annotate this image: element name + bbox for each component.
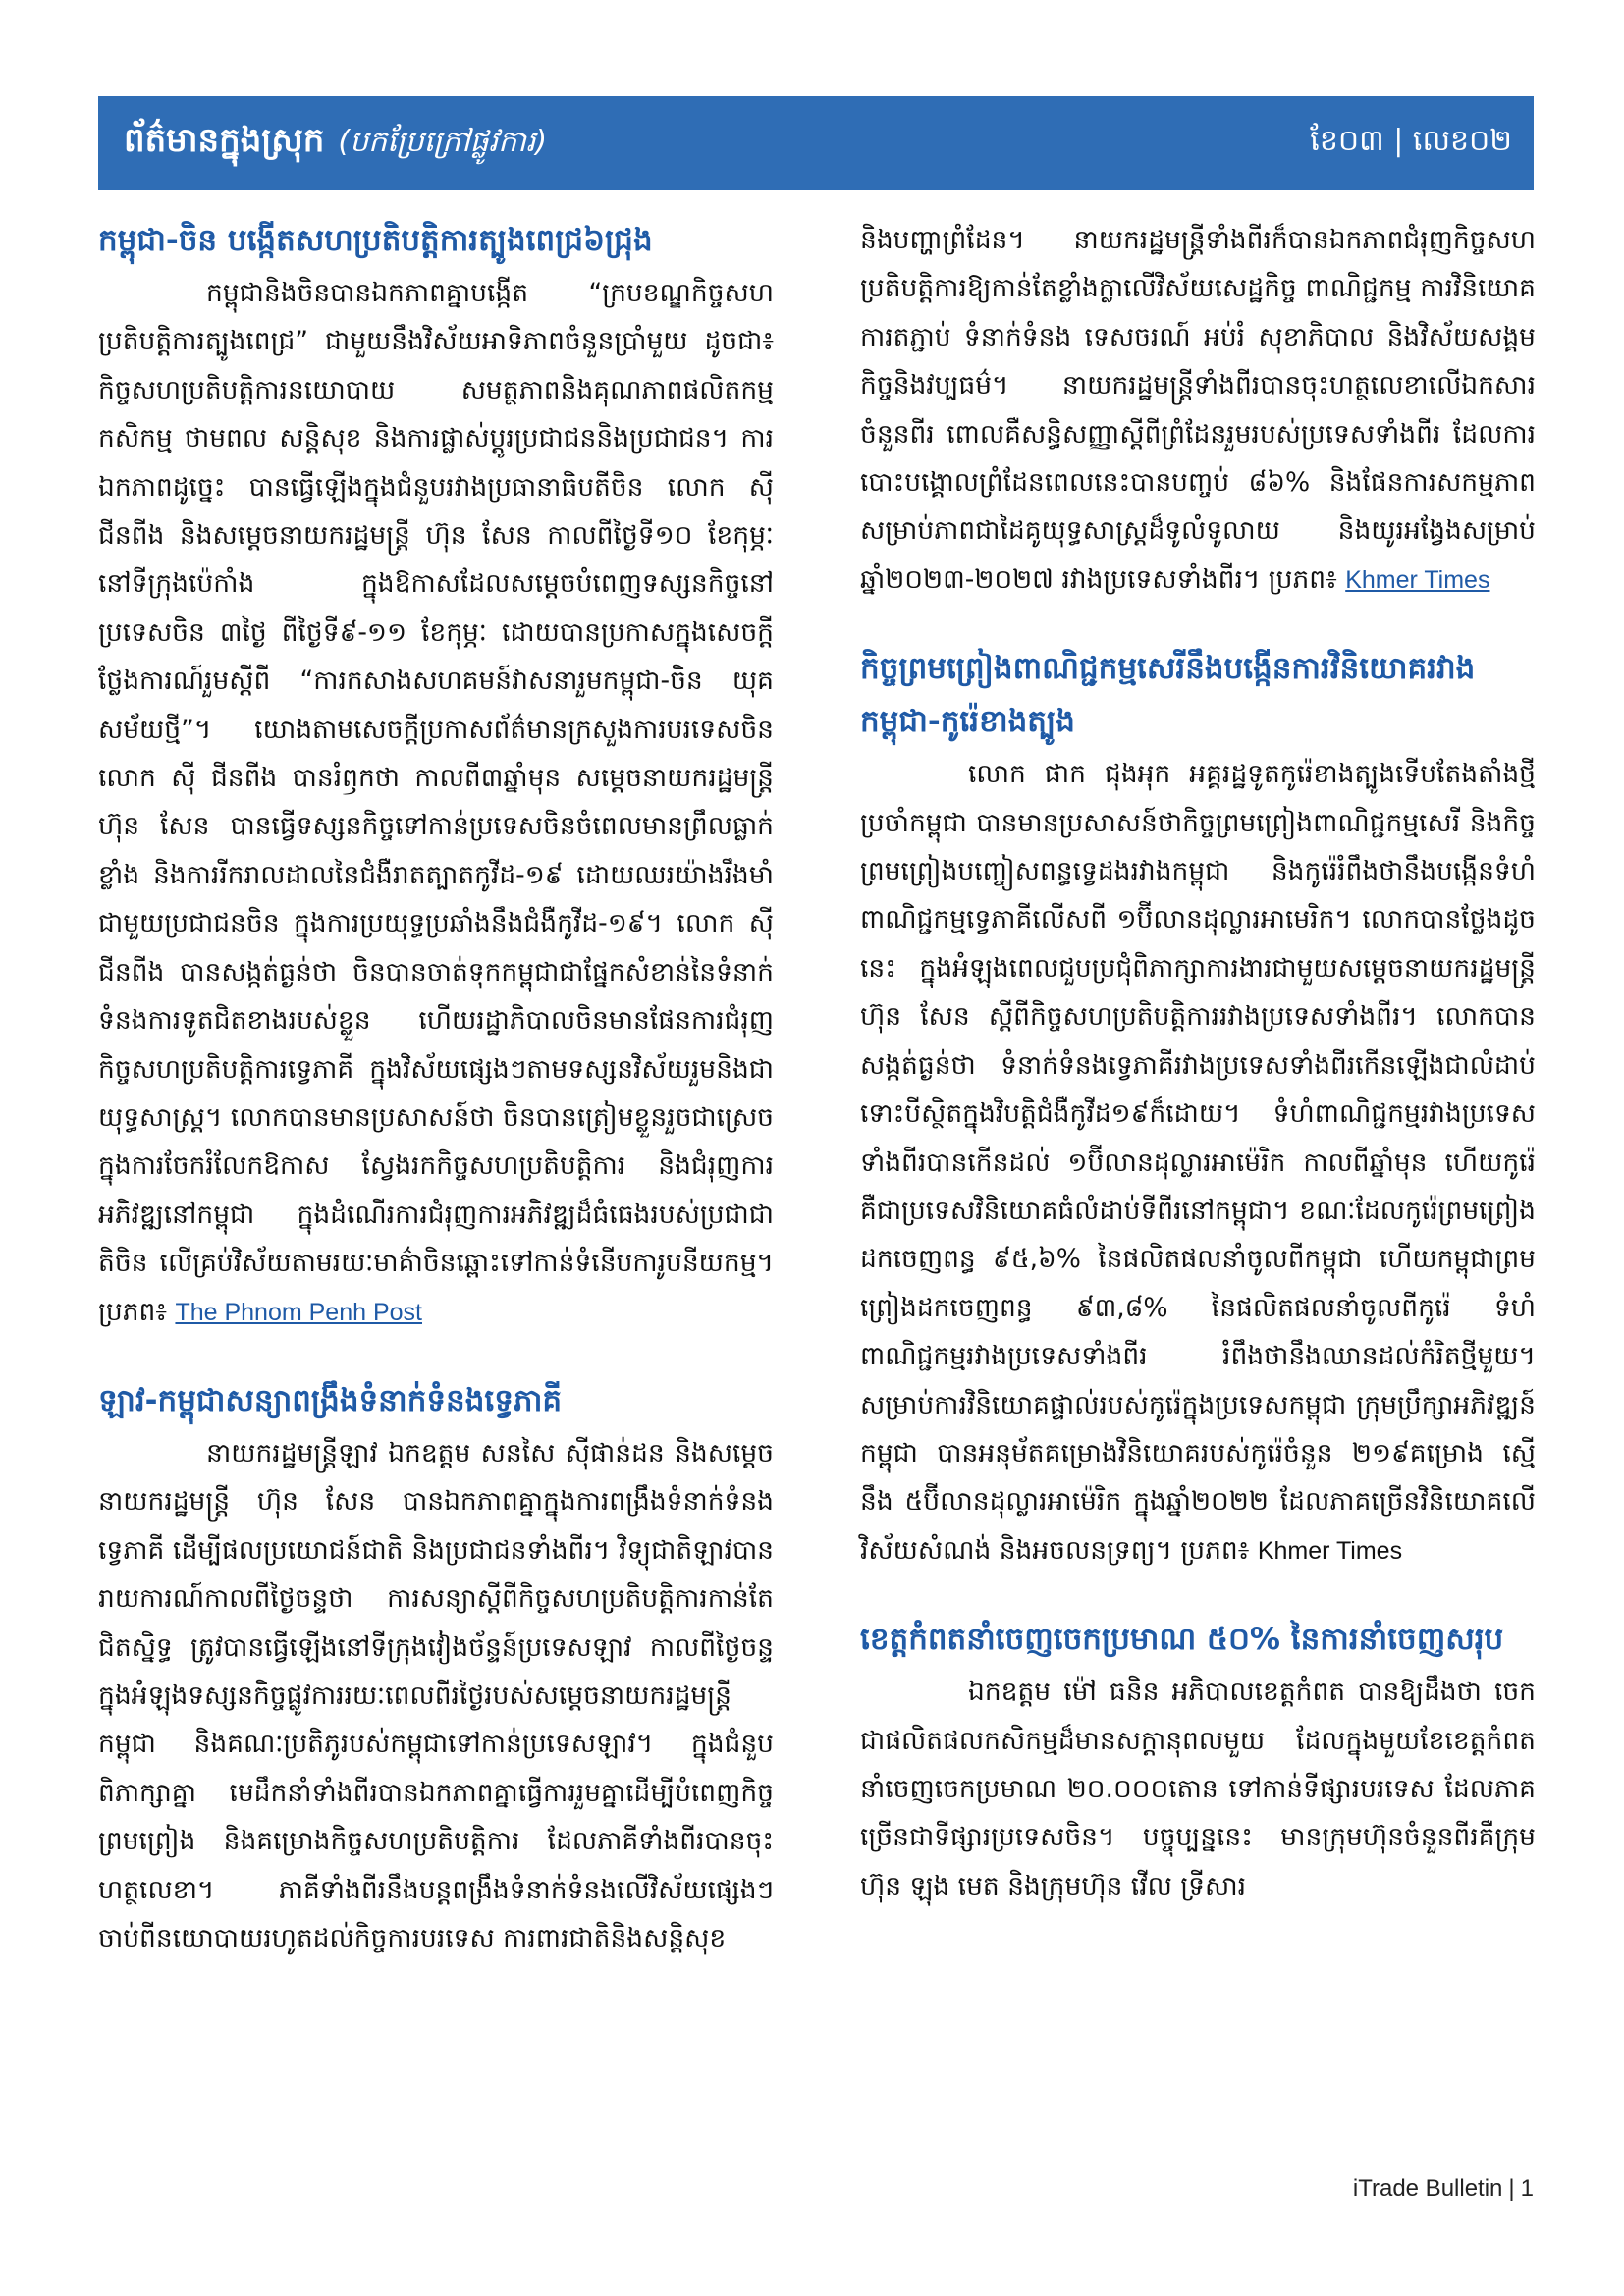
publication-name: iTrade Bulletin [1352,2175,1503,2202]
page-footer [1353,2175,1534,2203]
source-link[interactable]: The Phnom Penh Post [175,1298,422,1326]
right-column [860,216,1536,1948]
header-bar [98,96,1534,190]
article-body [860,750,1536,1575]
article-headline: កិច្ចព្រមព្រៀងពាណិជ្ជកម្មសេរីនឹងបង្កើនការវិនិយោគរវាងកម្ពុជា-កូរ៉េខាងត្បូង [860,651,1476,740]
header-left [124,119,547,168]
article-body-text: កម្ពុជានិងចិនបានឯកភាពគ្នាបង្កើត “ក្របខណ្ឌកិច្ចសហប្រតិបត្តិការត្បូងពេជ្រ” ជាមួយនឹងវិស័យអាទិភាពចំនួនប្រាំមួយ ដូចជា៖ កិច្ចសហប្រតិបត្តិការនយោបាយ សមត្ថភាពនិងគុណភាពផលិតកម្ម កសិកម្ម ថាមពល សន្តិសុខ និងការផ្លាស់ប្ដូរប្រជាជននិងប្រជាជន។ ការឯកភាពដូច្នេះ បានធ្វើឡើងក្នុងជំនួបរវាងប្រធានាធិបតីចិន លោក ស៊ី ជីនពីង និងសម្ដេចនាយករដ្ឋមន្ត្រី ហ៊ុន សែន កាលពីថ្ងៃទី១០ ខែកុម្ភៈ នៅទីក្រុងប៉េកាំង ក្នុងឱកាសដែលសម្ដេចបំពេញទស្សនកិច្ចនៅប្រទេសចិន ៣ថ្ងៃ ពីថ្ងៃទី៩-១១ ខែកុម្ភៈ ដោយបានប្រកាសក្នុងសេចក្តីថ្លែងការណ៍រួមស្តីពី “ការកសាងសហគមន៍វាសនារួមកម្ពុជា-ចិន យុគសម័យថ្មី”។ យោងតាមសេចក្តីប្រកាសព័ត៌មានក្រសួងការបរទេសចិន លោក ស៊ី ជីនពីង បានរំឭកថា កាលពី៣ឆ្នាំមុន សម្ដេចនាយករដ្ឋមន្ត្រី ហ៊ុន សែន បានធ្វើទស្សនកិច្ចទៅកាន់ប្រទេសចិនចំពេលមានព្រឹលធ្លាក់ខ្លាំង និងការរីករាលដាលនៃជំងឺរាតត្បាតកូវីដ-១៩ ដោយឈរយ៉ាងរឹងមាំ ជាមួយប្រជាជនចិន ក្នុងការប្រយុទ្ធប្រឆាំងនឹងជំងឺកូវីដ-១៩។ លោក ស៊ី ជីនពីង បានសង្កត់ធ្ងន់ថា ចិនបានចាត់ទុកកម្ពុជាជាផ្នែកសំខាន់នៃទំនាក់ទំនងការទូតជិតខាងរបស់ខ្លួន ហើយរដ្ឋាភិបាលចិនមានផែនការជំរុញកិច្ចសហប្រតិបត្តិការទ្វេភាគី ក្នុងវិស័យផ្សេងៗតាមទស្សនវិស័យរួមនិងជាយុទ្ធសាស្ត្រ។ លោកបានមានប្រសាសន៍ថា ចិនបានត្រៀមខ្លួនរួចជាស្រេចក្នុងការចែករំលែកឱកាស ស្វែងរកកិច្ចសហប្រតិបត្តិការ និងជំរុញការអភិវឌ្ឍនៅកម្ពុជា ក្នុងដំណើរការជំរុញការអភិវឌ្ឍដ៏ធំធេងរបស់ប្រជាជាតិចិន លើគ្រប់វិស័យតាមរយៈមាគ៌ាចិនឆ្ពោះទៅកាន់ទំនើបការូបនីយកម្ម។ ប្រភព៖ [98,278,774,1327]
source-text: Khmer Times [1257,1536,1403,1565]
page-number: 1 [1520,2175,1534,2202]
section-subtitle: (បកប្រែក្រៅផ្លូវការ) [338,125,548,159]
source-link[interactable]: Khmer Times [1345,565,1490,594]
article-body-text: និងបញ្ហាព្រំដែន។ នាយករដ្ឋមន្ត្រីទាំងពីរក៏បានឯកភាពជំរុញកិច្ចសហប្រតិបត្តិការឱ្យកាន់តែខ្លាំងក្លាលើវិស័យសេដ្ឋកិច្ច ពាណិជ្ជកម្ម ការវិនិយោគ ការតភ្ជាប់ ទំនាក់ទំនង ទេសចរណ៍ អប់រំ សុខាភិបាល និងវិស័យសង្គមកិច្ចនិងវប្បធម៌។ នាយករដ្ឋមន្ត្រីទាំងពីរបានចុះហត្ថលេខាលើឯកសារចំនួនពីរ ពោលគឺសន្ធិសញ្ញាស្ដីពីព្រំដែនរួមរបស់ប្រទេសទាំងពីរ ដែលការបោះបង្គោលព្រំដែនពេលនេះបានបញ្ចប់ ៨៦% និងផែនការសកម្មភាពសម្រាប់ភាពជាដៃគូយុទ្ធសាស្ត្រដ៏ទូលំទូលាយ និងយូរអង្វែងសម្រាប់ឆ្នាំ២០២៣-២០២៧ រវាងប្រទេសទាំងពីរ។ ប្រភព៖ [860,225,1536,595]
article-cambodia-china [98,214,774,1337]
article-headline: ខេត្តកំពតនាំចេញចេកប្រមាណ ៥០% នៃការនាំចេញសរុប [860,1622,1504,1658]
article-laos-cambodia-continued [860,216,1536,605]
article-kampot-banana [860,1613,1536,1910]
article-headline: ឡាវ-កម្ពុជាសន្យាពង្រឹងទំនាក់ទំនងទ្វេភាគី [98,1382,563,1418]
article-laos-cambodia [98,1374,774,1962]
section-title: ព័ត៌មានក្នុងស្រុក [124,121,325,160]
footer-separator: | [1508,2175,1515,2202]
article-body: នាយករដ្ឋមន្ត្រីឡាវ ឯកឧត្ដម សនសៃ ស៊ីផាន់ដន និងសម្ដេចនាយករដ្ឋមន្ត្រី ហ៊ុន សែន បានឯកភាពគ្នាក្នុងការពង្រឹងទំនាក់ទំនងទ្វេភាគី ដើម្បីផលប្រយោជន៍ជាតិ និងប្រជាជនទាំងពីរ។ វិទ្យុជាតិឡាវបានរាយការណ៍កាលពីថ្ងៃចន្ទថា ការសន្យាស្ដីពីកិច្ចសហប្រតិបត្តិការកាន់តែជិតស្និទ្ធ ត្រូវបានធ្វើឡើងនៅទីក្រុងវៀងច័ន្ទន៍ប្រទេសឡាវ កាលពីថ្ងៃចន្ទក្នុងអំឡុងទស្សនកិច្ចផ្លូវការរយៈពេលពីរថ្ងៃរបស់សម្ដេចនាយករដ្ឋមន្ត្រីកម្ពុជា និងគណៈប្រតិភូរបស់កម្ពុជាទៅកាន់ប្រទេសឡាវ។ ក្នុងជំនួបពិភាក្សាគ្នា មេដឹកនាំទាំងពីរបានឯកភាពគ្នាធ្វើការរួមគ្នាដើម្បីបំពេញកិច្ចព្រមព្រៀង និងគម្រោងកិច្ចសហប្រតិបត្តិការ ដែលភាគីទាំងពីរបានចុះហត្ថលេខា។ ភាគីទាំងពីរនឹងបន្តពង្រឹងទំនាក់ទំនងលើវិស័យផ្សេងៗ ចាប់ពីនយោបាយរហូតដល់កិច្ចការបរទេស ការពារជាតិនិងសន្តិសុខ [98,1437,774,1953]
article-body: ឯកឧត្ដម ម៉ៅ ធនិន អភិបាលខេត្តកំពត បានឱ្យដឹងថា ចេកជាផលិតផលកសិកម្មដ៏មានសក្ដានុពលមួយ ដែលក្នុងមួយខែខេត្តកំពតនាំចេញចេកប្រមាណ ២០.០០០តោន ទៅកាន់ទីផ្សារបរទេស ដែលភាគច្រើនជាទីផ្សារប្រទេសចិន។ បច្ចុប្បន្ននេះ មានក្រុមហ៊ុនចំនួនពីរគឺក្រុមហ៊ុន ឡុង មេត និងក្រុមហ៊ុន វើល ទ្រីសារ [860,1677,1536,1901]
left-column [98,214,774,2000]
article-cambodia-korea-fta [860,642,1536,1575]
article-headline: កម្ពុជា-ចិន បង្កើតសហប្រតិបត្តិការត្បូងពេជ្រ៦ជ្រុង [98,223,653,258]
article-body [860,216,1536,605]
article-body-text: លោក ផាក ជុងអុក អគ្គរដ្ឋទូតកូរ៉េខាងត្បូងទើបតែងតាំងថ្មីប្រចាំកម្ពុជា បានមានប្រសាសន៍ថាកិច្ចព្រមព្រៀងពាណិជ្ជកម្មសេរី និងកិច្ចព្រមព្រៀងបញ្ចៀសពន្ធទ្វេដងរវាងកម្ពុជា និងកូរ៉េរំពឹងថានឹងបង្កើនទំហំពាណិជ្ជកម្មទ្វេភាគីលើសពី ១ប៊ីលានដុល្លារអាមេរិក។ លោកបានថ្លែងដូចនេះ ក្នុងអំឡុងពេលជួបប្រជុំពិភាក្សាការងារជាមួយសម្ដេចនាយករដ្ឋមន្ត្រី ហ៊ុន សែន ស្ដីពីកិច្ចសហប្រតិបត្តិការរវាងប្រទេសទាំងពីរ។ លោកបានសង្កត់ធ្ងន់ថា ទំនាក់ទំនងទ្វេភាគីរវាងប្រទេសទាំងពីរកើនឡើងជាលំដាប់ ទោះបីស្ថិតក្នុងវិបត្តិជំងឺកូវីដ១៩ក៏ដោយ។ ទំហំពាណិជ្ជកម្មរវាងប្រទេសទាំងពីរបានកើនដល់ ១ប៊ីលានដុល្លារអាម៉េរិក កាលពីឆ្នាំមុន ហើយកូរ៉េគឺជាប្រទេសវិនិយោគធំលំដាប់ទីពីរនៅកម្ពុជា។ ខណៈដែលកូរ៉េព្រមព្រៀងដកចេញពន្ធ ៩៥,៦% នៃផលិតផលនាំចូលពីកម្ពុជា ហើយកម្ពុជាព្រមព្រៀងដកចេញពន្ធ ៩៣,៨% នៃផលិតផលនាំចូលពីកូរ៉េ ទំហំពាណិជ្ជកម្មរវាងប្រទេសទាំងពីរ រំពឹងថានឹងឈានដល់កំរិតថ្មីមួយ។ សម្រាប់ការវិនិយោគផ្ទាល់របស់កូរ៉េក្នុងប្រទេសកម្ពុជា ក្រុមប្រឹក្សាអភិវឌ្ឍន៍កម្ពុជា បានអនុម័តគម្រោងវិនិយោគរបស់កូរ៉េចំនួន ២១៩គម្រោង ស្មើនឹង ៥ប៊ីលានដុល្លារអាម៉េរិក ក្នុងឆ្នាំ២០២២ ដែលភាគច្រើនវិនិយោគលើវិស័យសំណង់ និងអចលនទ្រព្យ។ ប្រភព៖ [860,759,1536,1566]
article-body [98,269,774,1337]
issue-number: ខែ០៣ | លេខ០២ [1310,124,1512,158]
